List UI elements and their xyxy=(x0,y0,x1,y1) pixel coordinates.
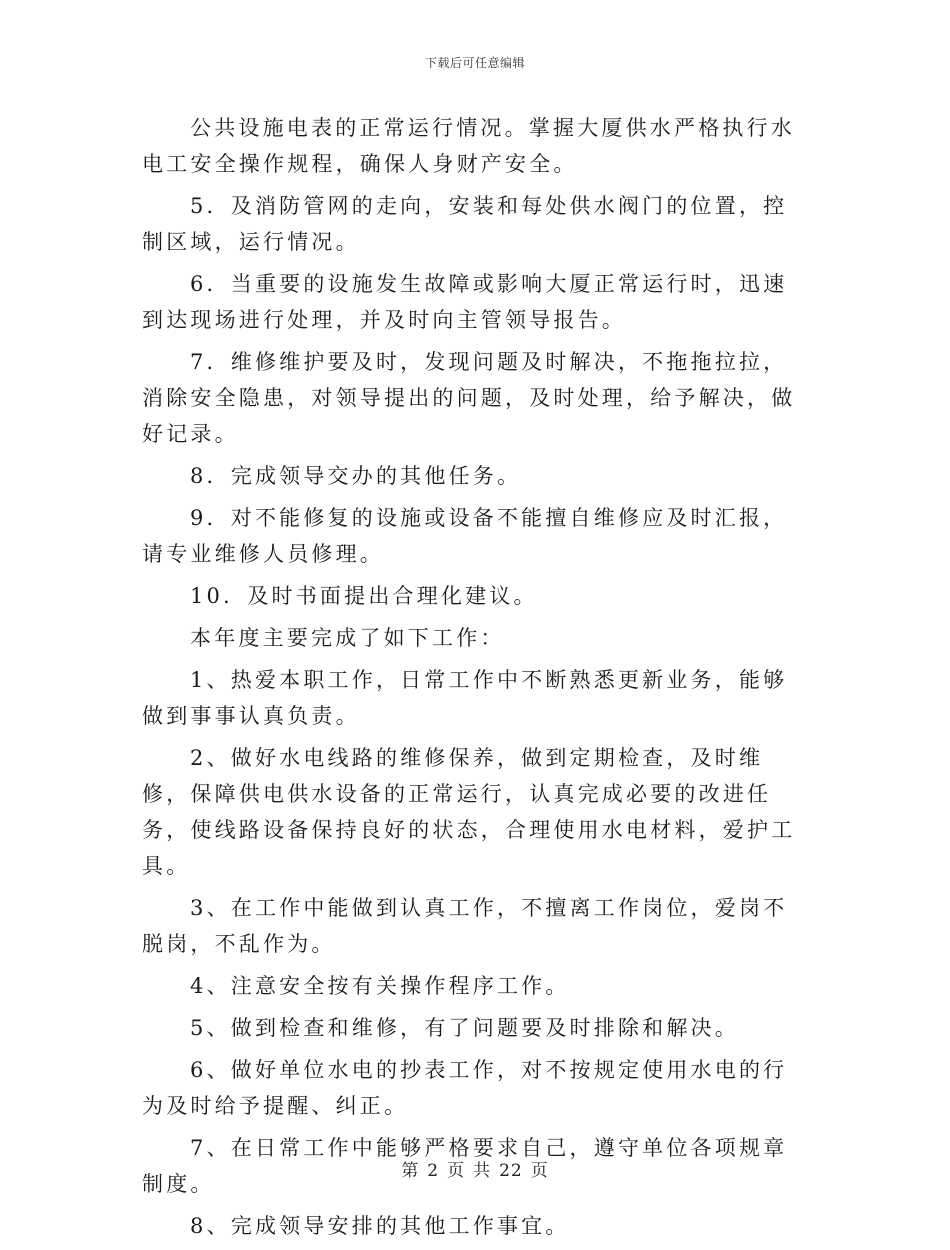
work-item-7: 7、在日常工作中能够严格要求自己，遵守单位各项规章制度。 xyxy=(142,1136,788,1196)
footer-suffix: 页 xyxy=(530,1161,549,1181)
current-page-number: 2 xyxy=(427,1161,440,1181)
work-item-8: 8、完成领导安排的其他工作事宜。 xyxy=(190,1214,570,1238)
page-header-note: 下载后可任意编辑 xyxy=(424,56,525,70)
work-item-4: 4、注意安全按有关操作程序工作。 xyxy=(190,974,570,998)
footer-total-word: 共 xyxy=(473,1161,492,1181)
work-item-3: 3、在工作中能做到认真工作，不擅离工作岗位，爱岗不脱岗，不乱作为。 xyxy=(142,896,788,956)
total-pages-number: 22 xyxy=(499,1161,523,1181)
paragraph-continuation: 公共设施电表的正常运行情况。掌握大厦供水严格执行水电工安全操作规程，确保人身财产安全。 xyxy=(142,116,795,176)
work-item-6: 6、做好单位水电的抄表工作，对不按规定使用水电的行为及时给予提醒、纠正。 xyxy=(142,1058,788,1118)
paragraph-item-8: 8．完成领导交办的其他任务。 xyxy=(190,464,522,488)
page-footer xyxy=(0,1156,950,1181)
footer-prefix: 第 xyxy=(401,1161,420,1181)
work-item-1: 1、热爱本职工作，日常工作中不断熟悉更新业务，能够做到事事认真负责。 xyxy=(142,668,788,728)
paragraph-item-10: 10．及时书面提出合理化建议。 xyxy=(190,584,538,608)
document-body xyxy=(142,110,810,1250)
work-item-2: 2、做好水电线路的维修保养，做到定期检查，及时维修，保障供电供水设备的正常运行，认真完成必要的改进任务，使线路设备保持良好的状态，合理使用水电材料，爱护工具。 xyxy=(142,746,796,878)
paragraph-item-6: 6．当重要的设施发生故障或影响大厦正常运行时，迅速到达现场进行处理，并及时向主管领导报告。 xyxy=(142,272,788,332)
paragraph-item-9: 9．对不能修复的设施或设备不能擅自维修应及时汇报，请专业维修人员修理。 xyxy=(142,506,788,566)
footer-page-word: 页 xyxy=(447,1161,466,1181)
section-intro: 本年度主要完成了如下工作： xyxy=(190,626,505,650)
work-item-5: 5、做到检查和维修，有了问题要及时排除和解决。 xyxy=(190,1016,739,1040)
paragraph-item-5: 5．及消防管网的走向，安装和每处供水阀门的位置，控制区域，运行情况。 xyxy=(142,194,788,254)
paragraph-item-7: 7．维修维护要及时，发现问题及时解决，不拖拖拉拉，消除安全隐患，对领导提出的问题，及时处理，给予解决，做好记录。 xyxy=(142,350,796,446)
